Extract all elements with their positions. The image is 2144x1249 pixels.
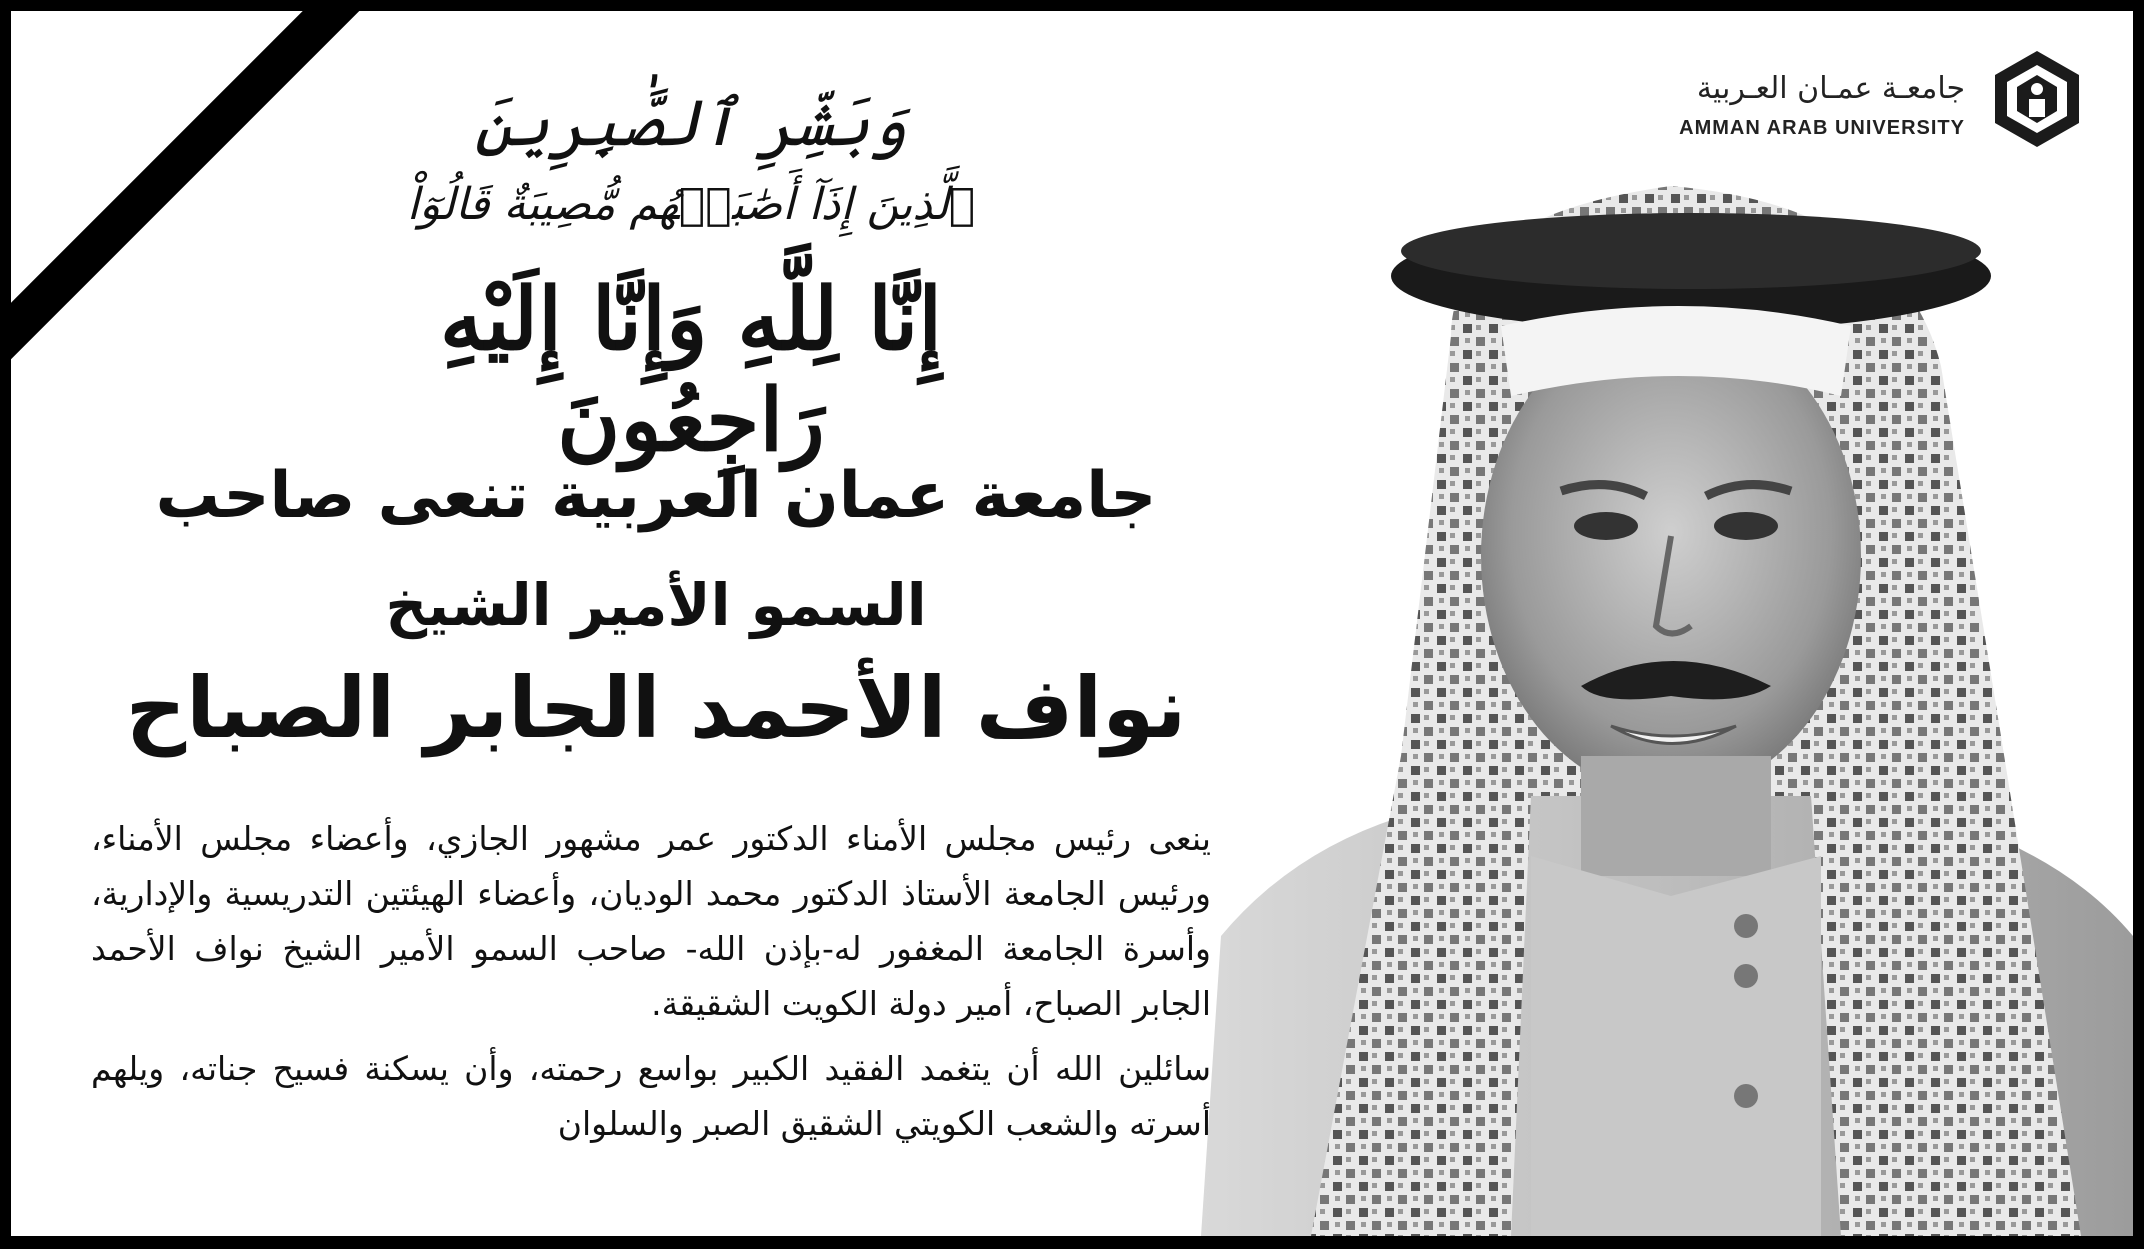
condolence-paragraph-1: ينعى رئيس مجلس الأمناء الدكتور عمر مشهور الجازي، وأعضاء مجلس الأمناء، ورئيس الجامعة الأستاذ الدكتور محمد الوديان، وأعضاء الهيئتين التدريسية والإدارية، وأسرة الجامعة المغفور له-بإذن الله- صاحب السمو الأمير الشيخ نواف الأحمد الجابر الصباح، أمير دولة الكويت الشقيقة. <box>91 819 1211 1023</box>
headline-name: نواف الأحمد الجابر الصباح <box>125 659 1187 757</box>
condolence-paragraph-2: سائلين الله أن يتغمد الفقيد الكبير بواسع رحمته، وأن يسكنة فسيح جناته، ويلهم أسرته والشعب الكويتي الشقيق الصبر والسلوان <box>91 1049 1211 1143</box>
portrait-photo <box>1201 36 2133 1236</box>
condolence-card <box>11 11 2133 1236</box>
quran-verse-line-3: إِنَّا لِلَّهِ وَإِنَّا إِلَيْهِ رَاجِعُونَ <box>439 269 943 471</box>
quran-verse-line-2: ٱلَّذِينَ إِذَآ أَصَٰبَتۡهُم مُّصِيبَةٌ قَالُوٓاْ <box>406 179 976 230</box>
logo-english-name: AMMAN ARAB UNIVERSITY <box>1679 117 1965 139</box>
university-emblem-icon <box>1991 49 2083 149</box>
headline-line-1: جامعة عمان العربية تنعى صاحب <box>155 459 1157 533</box>
headline-line-2: السمو الأمير الشيخ <box>385 571 927 639</box>
university-logo <box>1613 39 2083 149</box>
quran-verse-line-1: وَبَشِّرِ ٱلصَّٰبِرِينَ <box>474 87 908 161</box>
condolence-body <box>91 811 1211 1161</box>
logo-arabic-name: جامعـة عمـان العـربية <box>1696 71 1965 106</box>
